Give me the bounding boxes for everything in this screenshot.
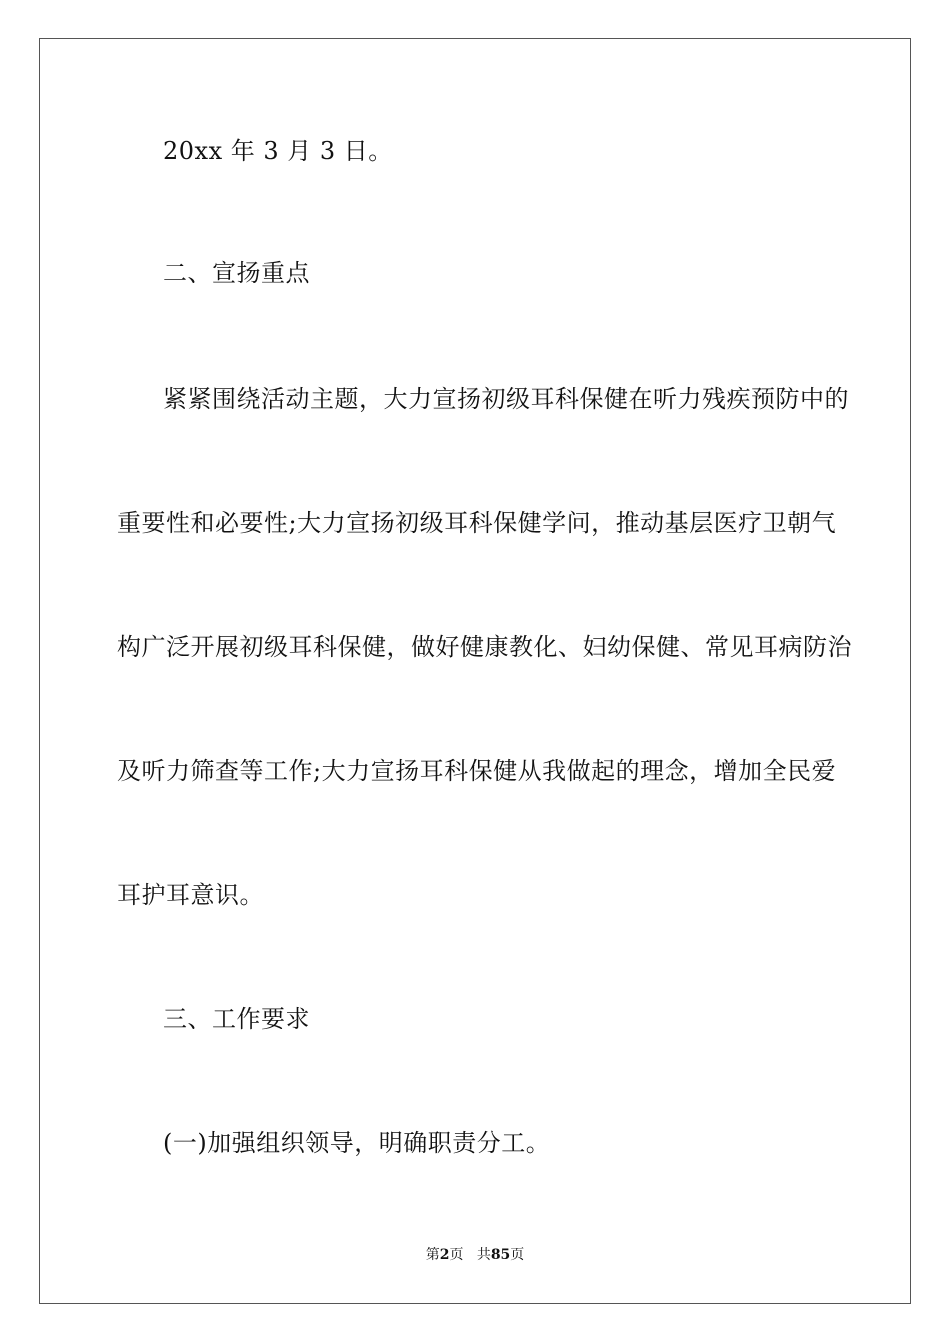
paragraph-line: 及听力筛查等工作;大力宣扬耳科保健从我做起的理念，增加全民爱 (117, 757, 837, 785)
page-border (39, 38, 911, 1304)
subsection-heading: (一)加强组织领导，明确职责分工。 (163, 1129, 551, 1157)
paragraph-line: 紧紧围绕活动主题，大力宣扬初级耳科保健在听力残疾预防中的 (163, 385, 849, 413)
paragraph-line: 重要性和必要性;大力宣扬初级耳科保健学问，推动基层医疗卫朝气 (117, 509, 837, 537)
footer-prefix: 第 (425, 1247, 440, 1263)
current-page-number: 2 (439, 1247, 450, 1263)
section-heading-publicity-focus: 二、宣扬重点 (163, 259, 310, 287)
section-heading-work-requirements: 三、工作要求 (163, 1005, 310, 1033)
total-pages: 85 (490, 1247, 511, 1263)
paragraph-line: 耳护耳意识。 (117, 881, 264, 909)
page-footer (0, 1246, 950, 1264)
paragraph-line: 构广泛开展初级耳科保健，做好健康教化、妇幼保健、常见耳病防治 (117, 633, 852, 661)
footer-total-unit: 页 (510, 1247, 525, 1263)
footer-page-unit: 页 (449, 1247, 464, 1263)
footer-total-prefix: 共 (476, 1247, 491, 1263)
date-line: 20xx 年 3 月 3 日。 (163, 137, 393, 165)
